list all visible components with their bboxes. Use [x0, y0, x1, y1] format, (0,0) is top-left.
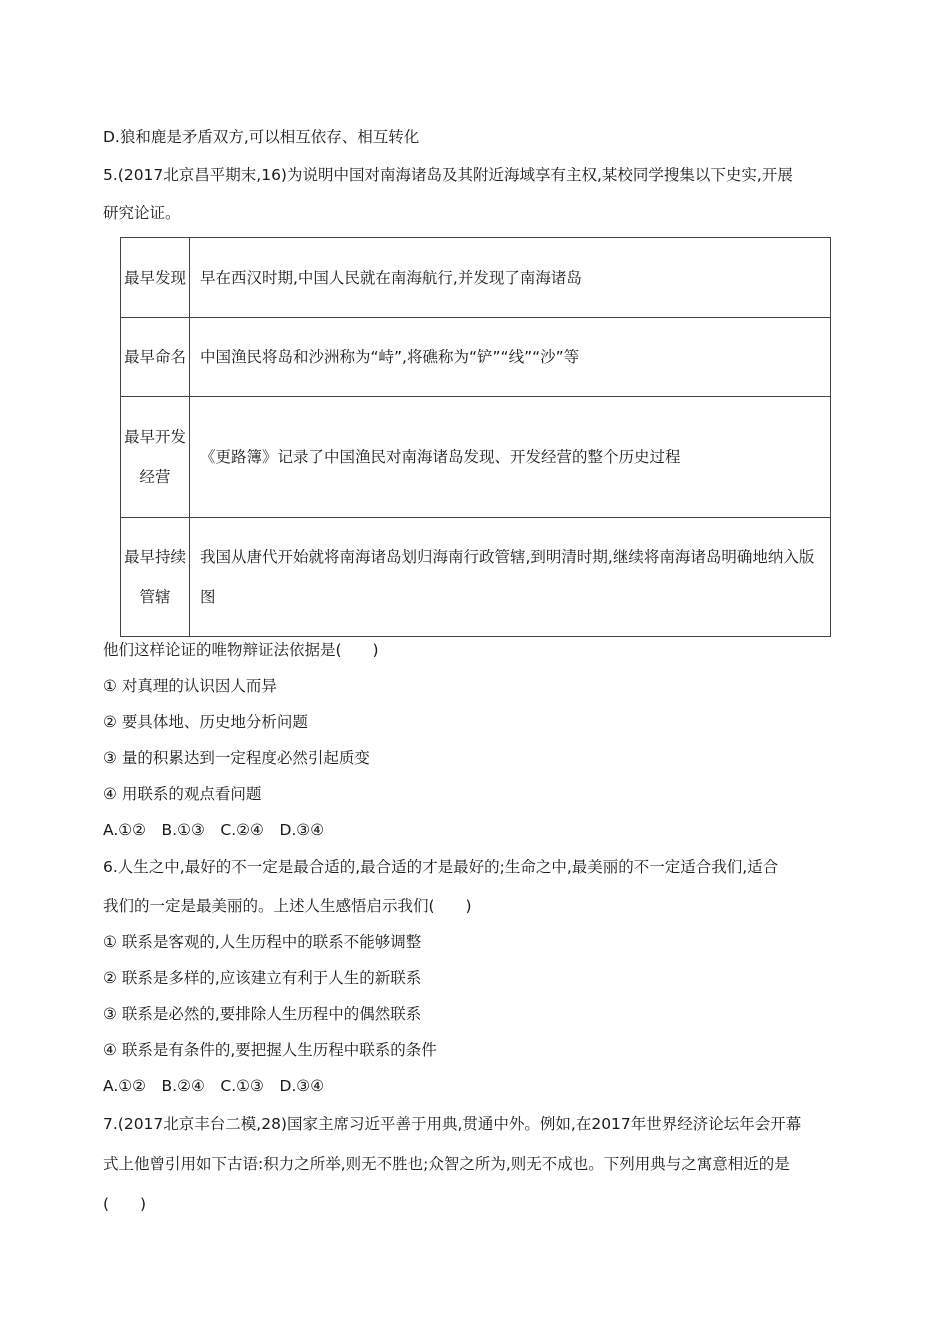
question-7-stem: 7.(2017北京丰台二模,28)国家主席习近平善于用典,贯通中外。例如,在2017年世界经济论坛年会开幕 — [103, 1115, 802, 1133]
question-6-stem-cont: 我们的一定是最美丽的。上述人生感悟启示我们( ) — [103, 897, 472, 915]
question-6-option-2: ② 联系是多样的,应该建立有利于人生的新联系 — [103, 969, 422, 987]
question-5-option-4: ④ 用联系的观点看问题 — [103, 785, 262, 803]
question-5-answers: A.①② B.①③ C.②④ D.③④ — [103, 821, 325, 839]
question-7-blank: ( ) — [103, 1195, 147, 1213]
row-content: 早在西汉时期,中国人民就在南海航行,并发现了南海诸岛 — [190, 238, 831, 318]
table-row — [121, 397, 831, 518]
question-5-option-1: ① 对真理的认识因人而异 — [103, 677, 277, 695]
row-content: 《更路簿》记录了中国渔民对南海诸岛发现、开发经营的整个历史过程 — [190, 397, 831, 518]
question-5-option-3: ③ 量的积累达到一定程度必然引起质变 — [103, 749, 370, 767]
row-content: 我国从唐代开始就将南海诸岛划归海南行政管辖,到明清时期,继续将南海诸岛明确地纳入版图 — [190, 518, 831, 637]
table-row — [121, 518, 831, 637]
table-row — [121, 318, 831, 397]
question-5-stem-cont: 研究论证。 — [103, 204, 181, 222]
history-facts-table — [120, 237, 831, 637]
row-heading: 最早命名 — [121, 318, 190, 397]
row-heading: 最早持续管辖 — [121, 518, 190, 637]
row-content: 中国渔民将岛和沙洲称为“峙”,将礁称为“铲”“线”“沙”等 — [190, 318, 831, 397]
question-5-option-2: ② 要具体地、历史地分析问题 — [103, 713, 308, 731]
question-6-answers: A.①② B.②④ C.①③ D.③④ — [103, 1077, 325, 1095]
question-5-prompt: 他们这样论证的唯物辩证法依据是( ) — [103, 641, 379, 659]
table-row — [121, 238, 831, 318]
question-6-option-4: ④ 联系是有条件的,要把握人生历程中联系的条件 — [103, 1041, 437, 1059]
row-heading: 最早开发经营 — [121, 397, 190, 518]
question-5-stem: 5.(2017北京昌平期末,16)为说明中国对南海诸岛及其附近海域享有主权,某校同学搜集以下史实,开展 — [103, 166, 793, 184]
question-7-stem-cont: 式上他曾引用如下古语:积力之所举,则无不胜也;众智之所为,则无不成也。下列用典与之寓意相近的是 — [103, 1155, 790, 1173]
row-heading: 最早发现 — [121, 238, 190, 318]
question-6-stem: 6.人生之中,最好的不一定是最合适的,最合适的才是最好的;生命之中,最美丽的不一定适合我们,适合 — [103, 858, 779, 876]
question-6-option-1: ① 联系是客观的,人生历程中的联系不能够调整 — [103, 933, 422, 951]
question-6-option-3: ③ 联系是必然的,要排除人生历程中的偶然联系 — [103, 1005, 422, 1023]
option-d-text: D.狼和鹿是矛盾双方,可以相互依存、相互转化 — [103, 128, 420, 146]
